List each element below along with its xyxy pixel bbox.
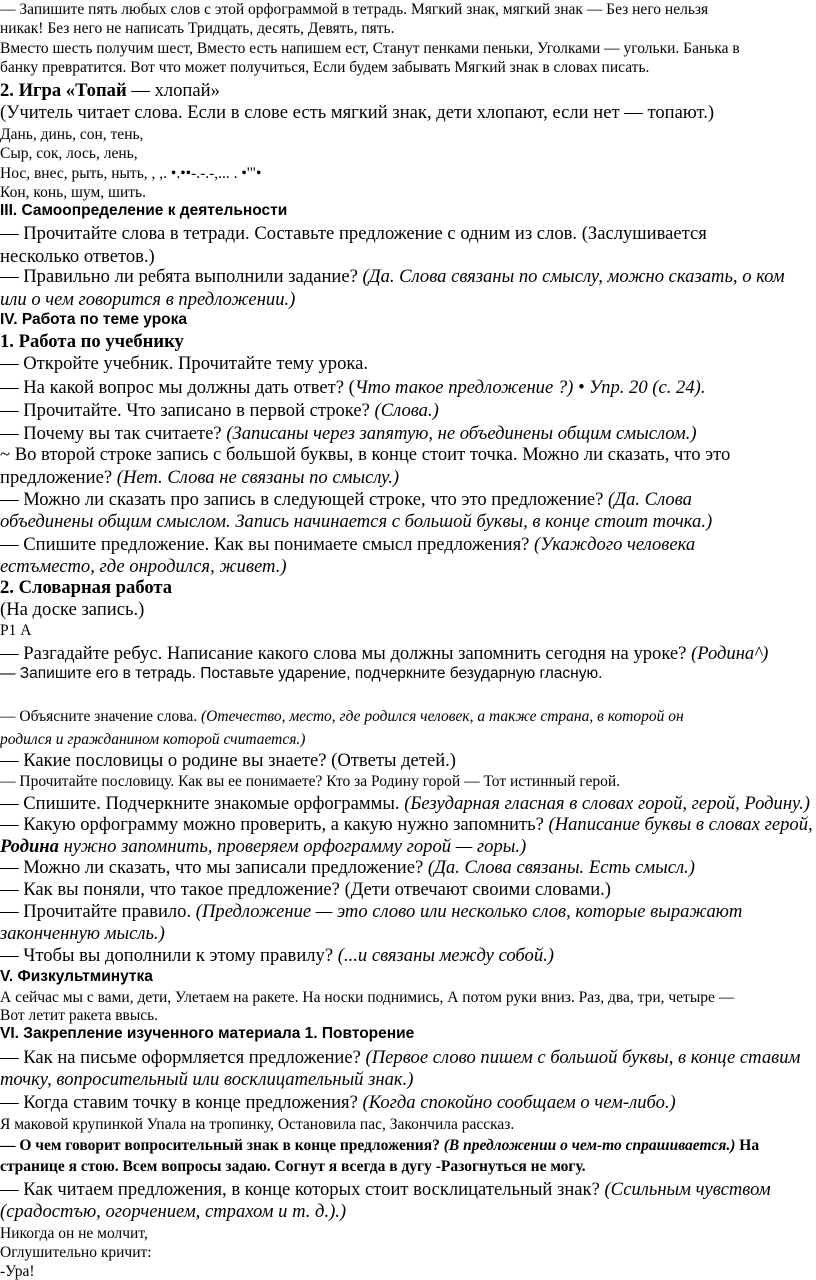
text-line xyxy=(0,291,816,310)
text-segment: — Как вы поняли, что такое предложение? (Дети отвечают своими словами.) xyxy=(0,879,611,900)
text-line xyxy=(0,1026,816,1042)
text-segment: (На доске запись.) xyxy=(0,599,145,620)
text-line xyxy=(0,425,816,444)
text-segment: (Написание буквы в словах герой, xyxy=(548,814,813,835)
text-line xyxy=(0,579,816,598)
text-segment: (В предложении о чем-то спрашивается.) xyxy=(443,1137,736,1154)
text-segment: объединены общим смыслом. Запись начинается с большой буквы, в конце стоит точка.) xyxy=(0,511,713,532)
text-line xyxy=(0,645,816,664)
text-segment: — хлопай» xyxy=(126,80,220,101)
text-segment: Родина xyxy=(0,836,59,857)
text-line xyxy=(0,469,816,488)
text-segment: (Укаждого человека xyxy=(534,534,696,555)
text-line xyxy=(0,21,816,37)
text-segment: — Откройте учебник. Прочитайте тему урока. xyxy=(0,353,369,374)
text-line xyxy=(0,881,816,900)
text-line xyxy=(0,82,816,101)
text-line xyxy=(0,816,816,835)
text-line xyxy=(0,752,816,771)
text-segment: — Правильно ли ребята выполнили задание? xyxy=(0,266,363,287)
text-line xyxy=(0,1094,816,1113)
text-segment: — Разгадайте ребус. Написание какого слова мы должны запомнить сегодня на уроке? xyxy=(0,643,692,664)
text-line xyxy=(0,623,816,639)
text-segment: — Прочитайте пословицу. Как вы ее понимаете? Кто за Родину горой — Тот истинный герой. xyxy=(0,773,621,790)
text-segment: (Первое слово пишем с большой буквы, в конце ставим xyxy=(365,1047,801,1068)
text-segment: — Запишите его в тетрадь. Поставьте ударение, подчеркните безударную гласную. xyxy=(0,665,603,682)
text-line xyxy=(0,969,816,985)
text-line xyxy=(0,268,816,287)
text-segment: IV. Работа по теме урока xyxy=(0,311,188,328)
text-line xyxy=(0,513,816,532)
text-segment: (Безударная гласная в словах горой, герой, Родину.) xyxy=(404,793,810,814)
text-line xyxy=(0,1049,816,1068)
text-segment: нужно запомнить, проверяем орфограмму горой — горы.) xyxy=(58,836,527,857)
text-segment: — Как читаем предложения, в конце которых стоит восклицательный знак? xyxy=(0,1179,605,1200)
text-segment: законченную мысль.) xyxy=(0,923,165,944)
text-segment: — Можно ли сказать, что мы записали предложение? xyxy=(0,857,428,878)
text-line xyxy=(0,947,816,966)
text-segment: (Учитель читает слова. Если в слове есть мягкий знак, дети хлопают, если нет — топают.) xyxy=(0,102,715,123)
text-segment: VI. Закрепление изученного материала 1. Повторение xyxy=(0,1025,415,1042)
text-line xyxy=(0,41,816,57)
text-segment: (срадостъю, огорчением, страхом и т. д.).) xyxy=(0,1201,347,1222)
text-segment: (Когда спокойно сообщаем о чем-либо.) xyxy=(362,1092,676,1113)
text-segment: Вот летит ракета ввысь. xyxy=(0,1007,159,1024)
text-line xyxy=(0,1203,816,1222)
text-segment: несколько ответов.) xyxy=(0,246,155,267)
text-line xyxy=(0,1159,816,1175)
text-segment: ~ Во второй строке запись с большой буквы, в конце стоит точка. Можно ли сказать, что это xyxy=(0,444,731,465)
text-line xyxy=(0,355,816,374)
text-line xyxy=(0,1264,816,1280)
text-line xyxy=(0,60,816,76)
text-line xyxy=(0,127,816,143)
text-line xyxy=(0,601,816,620)
text-line xyxy=(0,558,816,577)
text-segment: Никогда он не молчит, xyxy=(0,1225,148,1242)
text-line xyxy=(0,1138,816,1154)
text-segment: (Записаны через запятую, не объединены общим смыслом.) xyxy=(226,423,697,444)
text-line xyxy=(0,1071,816,1090)
text-line xyxy=(0,795,816,814)
text-segment: (Отечество, место, где родился человек, а также страна, в которой он xyxy=(201,708,684,725)
text-segment: А сейчас мы с вами, дети, Улетаем на ракете. На носки поднимись, А потом руки вниз. Раз, два, три, четыре — xyxy=(0,989,735,1006)
text-segment: — Чтобы вы дополнили к этому правилу? xyxy=(0,945,338,966)
text-line xyxy=(0,1008,816,1024)
text-line xyxy=(0,536,816,555)
text-segment: Сыр, сок, лось, лень, xyxy=(0,145,138,162)
text-segment: (Ссильным чувством xyxy=(604,1179,771,1200)
text-segment: — Прочитайте. Что записано в первой строке? xyxy=(0,400,375,421)
text-line xyxy=(0,166,816,182)
text-line xyxy=(0,990,816,1006)
text-segment: странице я стою. Всем вопросы задаю. Согнут я всегда в дугу -Разогнуться не могу. xyxy=(0,1158,586,1175)
text-line xyxy=(0,709,816,725)
text-line xyxy=(0,859,816,878)
text-line xyxy=(0,838,816,857)
text-segment: Нос, внес, рыть, ныть, , ,. •.••-.-.-,... . •'"• xyxy=(0,165,262,182)
text-line xyxy=(0,146,816,162)
text-line xyxy=(0,925,816,944)
text-segment: — Прочитайте слова в тетради. Составьте предложение с одним из слов. (Заслушивается xyxy=(0,223,707,244)
text-segment: — Почему вы так считаете? xyxy=(0,423,227,444)
text-line xyxy=(0,185,816,201)
text-segment: предложение? xyxy=(0,467,117,488)
text-segment: — Как на письме оформляется предложение? xyxy=(0,1047,366,1068)
text-line xyxy=(0,379,816,398)
text-segment: — Прочитайте правило. xyxy=(0,901,196,922)
text-segment: — Объясните значение слова. xyxy=(0,708,202,725)
text-segment: — Когда ставим точку в конце предложения? xyxy=(0,1092,363,1113)
text-segment: родился и гражданином которой считается.) xyxy=(0,731,306,748)
text-segment: Оглушительно кричит: xyxy=(0,1244,152,1261)
text-segment: (Да. Слова связаны. Есть смысл.) xyxy=(427,857,695,878)
text-segment: — Спишите предложение. Как вы понимаете смысл предложения? xyxy=(0,534,535,555)
text-line xyxy=(0,491,816,510)
text-line xyxy=(0,248,816,267)
text-segment: Дань, динь, сон, тень, xyxy=(0,126,144,143)
text-segment: (Да. Слова связаны по смыслу, можно сказать, о ком xyxy=(362,266,785,287)
text-line xyxy=(0,1226,816,1242)
text-line xyxy=(0,2,816,18)
text-line xyxy=(0,1245,816,1261)
text-line xyxy=(0,1117,816,1133)
text-segment: III. Самоопределение к деятельности xyxy=(0,202,288,219)
text-segment: (Предложение — это слово или несколько слов, которые выражают xyxy=(195,901,743,922)
text-segment: точку, вопросительный или восклицательный знак.) xyxy=(0,1069,414,1090)
text-line xyxy=(0,225,816,244)
text-segment: V. Физкультминутка xyxy=(0,968,153,985)
text-segment: естъместо, где онродился, живет.) xyxy=(0,556,287,577)
text-segment: Я маковой крупинкой Упала на тропинку, Остановила пас, Закончила рассказ. xyxy=(0,1116,515,1133)
text-segment: — Можно ли сказать про запись в следующей строке, что это предложение? xyxy=(0,489,609,510)
text-line xyxy=(0,446,816,465)
text-segment: — На какой вопрос мы должны дать ответ? ( xyxy=(0,377,355,398)
text-line xyxy=(0,104,816,123)
text-segment: 2. Словарная работа xyxy=(0,577,173,598)
text-line xyxy=(0,312,816,328)
text-segment: (Нет. Слова не связаны по смыслу.) xyxy=(116,467,400,488)
text-line xyxy=(0,1181,816,1200)
text-segment: — Спишите. Подчеркните знакомые орфограммы. xyxy=(0,793,405,814)
text-segment: -Ура! xyxy=(0,1263,35,1280)
text-segment: — О чем говорит вопросительный знак в конце предложения? xyxy=(0,1137,444,1154)
text-segment: никак! Без него не написать Тридцать, десять, Девять, пять. xyxy=(0,20,395,37)
text-line xyxy=(0,903,816,922)
text-segment: — Запишите пять любых слов с этой орфограммой в тетрадь. Мягкий знак, мягкий знак — Без него нельзя xyxy=(0,1,709,18)
text-segment: 2. Игра «Топай xyxy=(0,80,127,101)
text-segment: — Какую орфограмму можно проверить, а какую нужно запомнить? xyxy=(0,814,549,835)
text-segment: Что такое предложение ?) • Упр. 20 (с. 24). xyxy=(354,377,706,398)
text-line xyxy=(0,666,816,682)
text-segment: (...и связаны между собой.) xyxy=(337,945,554,966)
text-line xyxy=(0,402,816,421)
text-segment: 1. Работа по учебнику xyxy=(0,331,184,352)
text-segment: — Какие пословицы о родине вы знаете? (Ответы детей.) xyxy=(0,750,456,771)
text-segment: (Да. Слова xyxy=(608,489,692,510)
text-segment: (Слова.) xyxy=(374,400,439,421)
text-segment: Р1 А xyxy=(0,622,32,639)
text-segment: или о чем говорится в предложении.) xyxy=(0,289,296,310)
text-segment: На xyxy=(735,1137,760,1154)
text-segment: банку превратится. Вот что может получиться, Если будем забывать Мягкий знак в словах писать. xyxy=(0,59,650,76)
text-line xyxy=(0,203,816,219)
text-segment: (Родина^) xyxy=(691,643,769,664)
text-line xyxy=(0,333,816,352)
text-line xyxy=(0,774,816,790)
text-line xyxy=(0,732,816,748)
text-segment: Кон, конь, шум, шить. xyxy=(0,184,146,201)
text-segment: Вместо шесть получим шест, Вместо есть напишем ест, Станут пенками пеньки, Уголками — угольки. Банька в xyxy=(0,40,740,57)
